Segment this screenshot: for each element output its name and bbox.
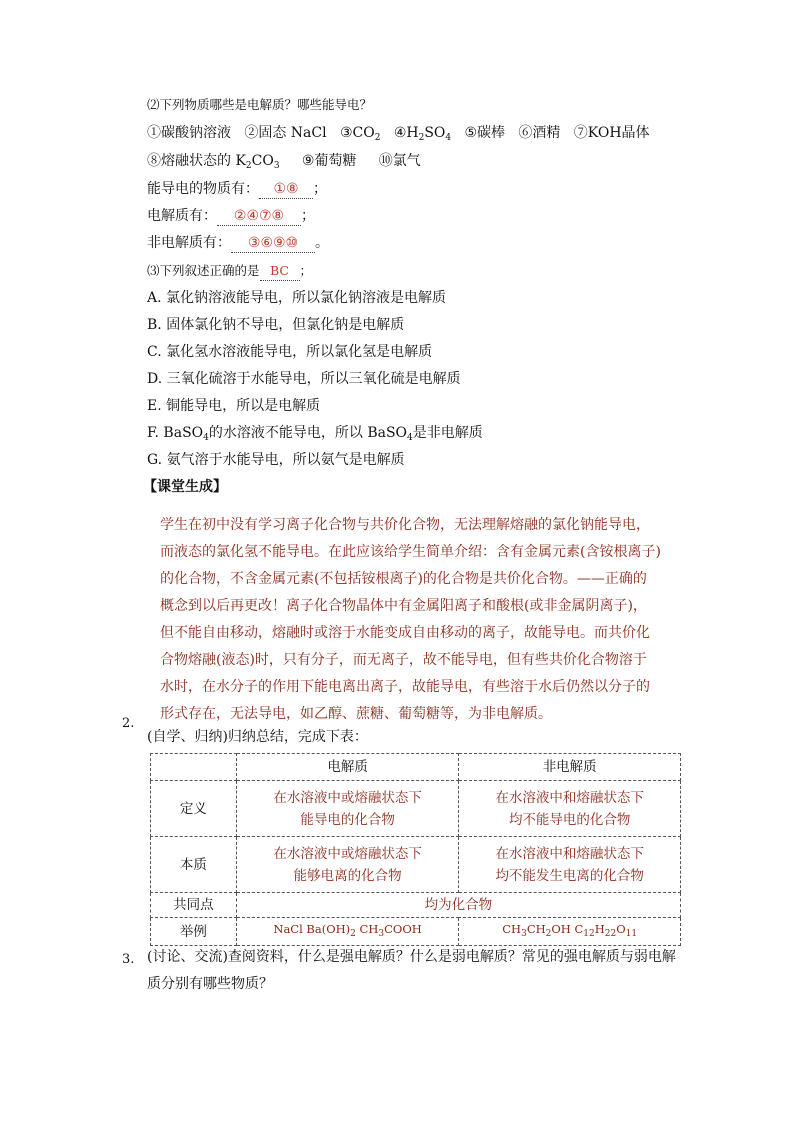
item-5: ⑤碳棒	[464, 125, 506, 141]
note-line: 水时，在水分子的作用下能电离出离子，故能导电，有些溶于水后仍然以分子的	[160, 679, 650, 695]
nonelectrolyte-line: 非电解质有： ③⑥⑨⑩ 。	[147, 235, 329, 251]
item-2: ②固态 NaCl	[244, 125, 327, 141]
option-a: A. 氯化钠溶液能导电，所以氯化钠溶液是电解质	[147, 290, 447, 306]
option-e: E. 铜能导电，所以是电解质	[147, 398, 321, 414]
option-d: D. 三氧化硫溶于水能导电，所以三氧化硫是电解质	[147, 371, 461, 387]
q2-items-row2	[147, 152, 421, 175]
option-g: G. 氨气溶于水能导电，所以氨气是电解质	[147, 452, 405, 468]
item-1: ①碳酸钠溶液	[147, 125, 231, 141]
item-2-intro: (自学、归纳)归纳总结，完成下表：	[147, 729, 368, 745]
row-label-example: 举例	[151, 918, 237, 946]
note-line: 的化合物，不含金属元素(不包括铵根离子)的化合物是共价化合物。——正确的	[160, 571, 647, 587]
electrolyte-line: 电解质有： ②④⑦⑧ ；	[147, 208, 315, 224]
note-line: 而液态的氯化氢不能导电。在此应该给学生简单介绍：含有金属元素(含铵根离子)	[160, 544, 661, 560]
table-row	[151, 893, 681, 918]
nonelectrolyte-label: 非电解质有：	[147, 235, 231, 251]
item-6: ⑥酒精	[518, 125, 561, 141]
table-header-cell: 电解质	[236, 754, 459, 781]
cell-ess-electrolyte: 在水溶液中或熔融状态下 能够电离的化合物	[236, 837, 459, 893]
q3-line: ⑶下列叙述正确的是 BC ；	[147, 262, 312, 281]
item-9: ⑨葡萄糖	[301, 153, 357, 169]
conduct-label: 能导电的物质有：	[147, 181, 259, 197]
cell-ess-nonelectrolyte: 在水溶液中和熔融状态下 均不能发生电离的化合物	[459, 837, 681, 893]
q2-items-row1	[147, 124, 650, 147]
row-label-common: 共同点	[151, 893, 237, 918]
table-header-cell	[151, 754, 237, 781]
q3-title: ⑶下列叙述正确的是	[147, 263, 260, 278]
item-3: $③CO_2$	[339, 125, 381, 143]
option-c: C. 氯化氢水溶液能导电，所以氯化氢是电解质	[147, 344, 433, 360]
cell-def-electrolyte: 在水溶液中或熔融状态下 能导电的化合物	[236, 781, 459, 837]
cell-common: 均为化合物	[236, 893, 680, 918]
item-3-number: 3.	[122, 952, 135, 967]
item-3-line1: (讨论、交流)查阅资料，什么是强电解质？什么是弱电解质？常见的强电解质与弱电解	[147, 949, 676, 965]
item-10: ⑩氯气	[378, 153, 421, 169]
note-line: 合物熔融(液态)时，只有分子，而无离子，故不能导电，但有些共价化合物溶于	[160, 652, 647, 668]
item-8: ⑧熔融状态的 $K_2CO_3$	[147, 153, 280, 171]
table-row	[151, 918, 681, 946]
conduct-line: 能导电的物质有： ①⑧ ；	[147, 181, 327, 197]
note-line: 形式存在，无法导电，如乙醇、蔗糖、葡萄糖等，为非电解质。	[160, 706, 552, 722]
note-line: 学生在初中没有学习离子化合物与共价化合物，无法理解熔融的氯化钠能导电，	[160, 517, 650, 533]
item-2-number: 2.	[122, 716, 135, 731]
row-label-definition: 定义	[151, 781, 237, 837]
conduct-answer: ①⑧	[259, 180, 313, 199]
table-row	[151, 837, 681, 893]
option-f: F. BaSO$_4$的水溶液不能导电，所以 BaSO$_4$是非电解质	[147, 425, 483, 443]
classroom-note	[160, 512, 660, 728]
item-7: ⑦KOH晶体	[573, 125, 650, 141]
cell-example-electrolyte: NaCl $Ba(OH)_2$ $CH_3COOH$	[236, 918, 459, 946]
table-row	[151, 781, 681, 837]
table-header-row	[151, 754, 681, 781]
option-b: B. 固体氯化钠不导电，但氯化钠是电解质	[147, 317, 405, 333]
electrolyte-label: 电解质有：	[147, 208, 217, 224]
item-4: $④H_2SO_4$	[393, 125, 452, 143]
section-heading: 【课堂生成】	[143, 479, 227, 495]
item-3-line2: 质分别有哪些物质？	[147, 976, 273, 992]
note-line: 但不能自由移动，熔融时或溶于水能变成自由移动的离子，故能导电。而共价化	[160, 625, 650, 641]
nonelectrolyte-answer: ③⑥⑨⑩	[231, 234, 315, 253]
q2-title: ⑵下列物质哪些是电解质？哪些能导电？	[147, 97, 373, 112]
table-header-cell: 非电解质	[459, 754, 681, 781]
q3-answer: BC	[260, 262, 300, 281]
summary-table	[150, 753, 681, 946]
cell-def-nonelectrolyte: 在水溶液中和熔融状态下 均不能导电的化合物	[459, 781, 681, 837]
cell-example-nonelectrolyte: $CH_3CH_2OH$ $C_{12}H_{22}O_{11}$	[459, 918, 681, 946]
electrolyte-answer: ②④⑦⑧	[217, 207, 301, 226]
row-label-essence: 本质	[151, 837, 237, 893]
note-line: 概念到以后再更改！离子化合物晶体中有金属阳离子和酸根(或非金属阴离子)，	[160, 598, 647, 614]
